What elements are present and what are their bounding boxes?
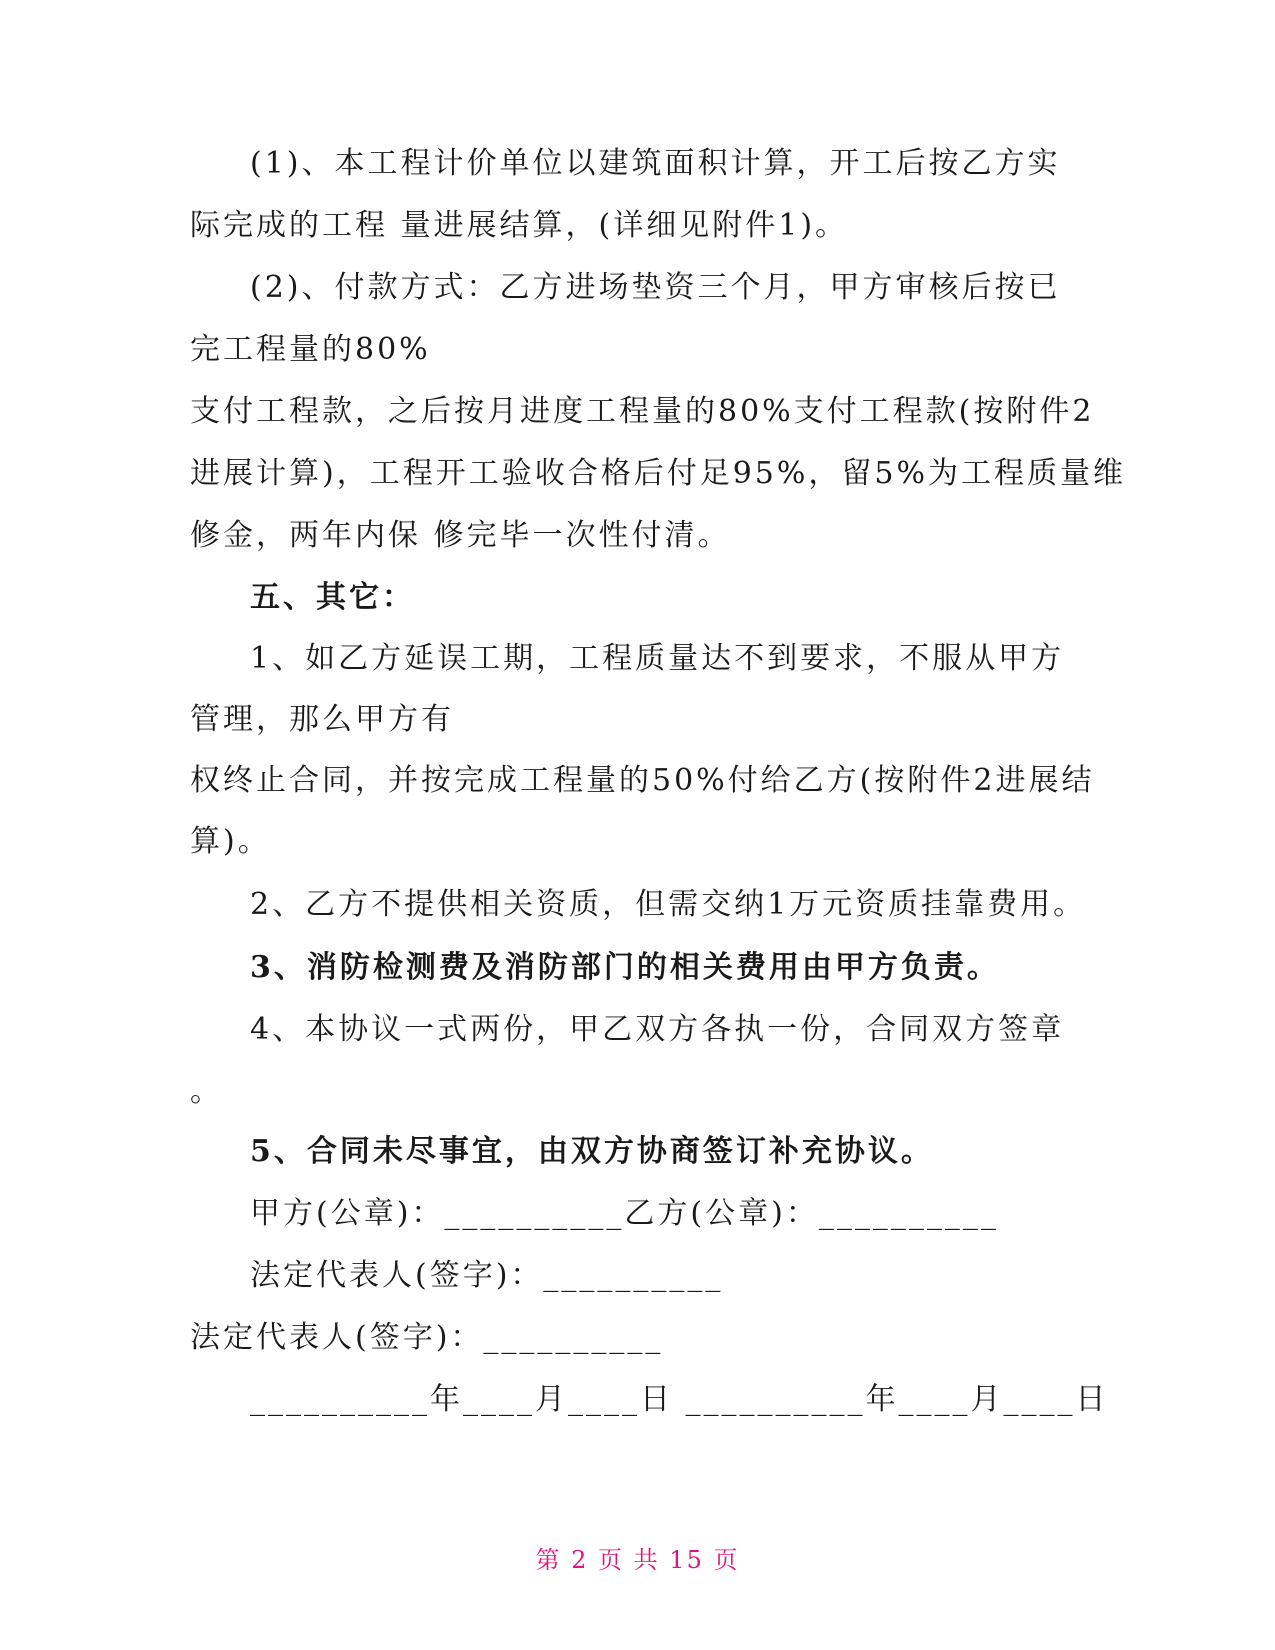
item-1-line-4: 算)。 bbox=[190, 824, 271, 859]
section-heading: 五、其它： bbox=[250, 580, 415, 615]
paragraph-1-line-1: (1)、本工程计价单位以建筑面积计算，开工后按乙方实 bbox=[250, 146, 1061, 181]
item-3: 3、消防检测费及消防部门的相关费用由甲方负责。 bbox=[250, 950, 1000, 985]
paragraph-2-line-4: 进展计算)，工程开工验收合格后付足95%，留5%为工程质量维 bbox=[190, 456, 1126, 491]
signature-rep-a: 法定代表人(签字)：__________ bbox=[250, 1258, 724, 1293]
paragraph-1-line-2: 际完成的工程 量进展结算，(详细见附件1)。 bbox=[190, 208, 849, 243]
page-indicator: 第 2 页 共 15 页 bbox=[535, 1546, 740, 1574]
signature-rep-b: 法定代表人(签字)：__________ bbox=[190, 1320, 664, 1355]
paragraph-2-line-3: 支付工程款，之后按月进度工程量的80%支付工程款(按附件2 bbox=[190, 394, 1095, 429]
item-1-line-2: 管理，那么甲方有 bbox=[190, 702, 454, 737]
item-1-line-3: 权终止合同，并按完成工程量的50%付给乙方(按附件2进展结 bbox=[190, 763, 1095, 798]
paragraph-2-line-5: 修金，两年内保 修完毕一次性付清。 bbox=[190, 518, 731, 553]
item-4-line-2: 。 bbox=[190, 1074, 223, 1109]
date-line: __________年____月____日 __________年____月____日 bbox=[250, 1382, 1109, 1417]
paragraph-2-line-1: (2)、付款方式：乙方进场垫资三个月，甲方审核后按已 bbox=[250, 270, 1061, 305]
item-2: 2、乙方不提供相关资质，但需交纳1万元资质挂靠费用。 bbox=[250, 887, 1087, 922]
signature-party-line: 甲方(公章)：__________乙方(公章)：__________ bbox=[250, 1196, 999, 1231]
item-5: 5、合同未尽事宜，由双方协商签订补充协议。 bbox=[250, 1134, 934, 1169]
paragraph-2-line-2: 完工程量的80% bbox=[190, 332, 431, 367]
item-4-line-1: 4、本协议一式两份，甲乙双方各执一份，合同双方签章 bbox=[250, 1012, 1065, 1047]
item-1-line-1: 1、如乙方延误工期，工程质量达不到要求，不服从甲方 bbox=[250, 641, 1065, 676]
